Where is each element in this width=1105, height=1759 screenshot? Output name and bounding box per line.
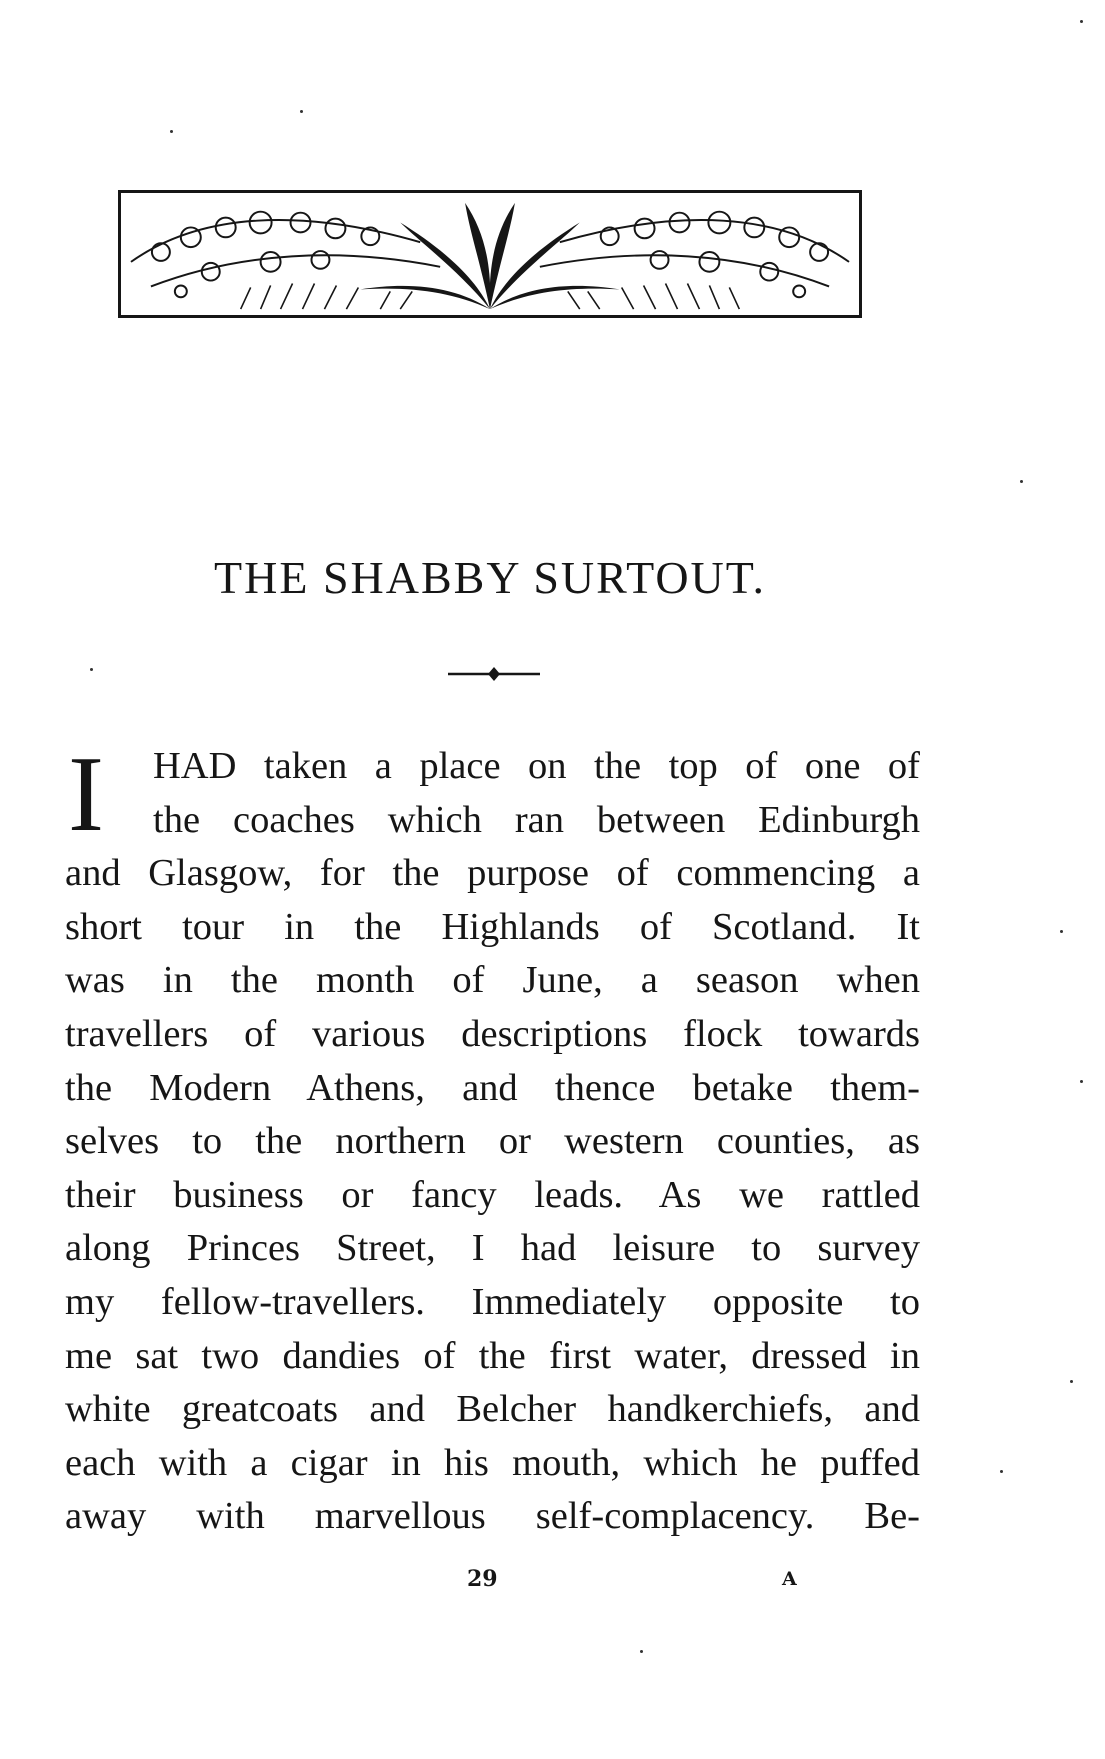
text-line: the coaches which ran between Edinburgh <box>153 798 920 841</box>
chapter-title: THE SHABBY SURTOUT. <box>214 552 766 603</box>
scan-speck <box>1000 1470 1003 1473</box>
scan-speck <box>1080 1080 1083 1083</box>
page-number: 29 <box>467 1566 498 1592</box>
text-line: the Modern Athens, and thence betake them- <box>65 1066 920 1109</box>
scan-speck <box>300 110 303 113</box>
drop-cap: I <box>68 735 104 854</box>
scan-speck <box>1080 20 1083 23</box>
text-line: was in the month of June, a season when <box>65 959 920 1002</box>
text-line: selves to the northern or western counties, as <box>65 1120 920 1163</box>
text-line: each with a cigar in his mouth, which he puffed <box>65 1441 920 1484</box>
scan-speck <box>1060 930 1063 933</box>
text-line: and Glasgow, for the purpose of commencing a <box>65 852 920 895</box>
scan-speck <box>1020 480 1023 483</box>
scan-speck <box>640 1650 643 1653</box>
text-line: white greatcoats and Belcher handkerchiefs, and <box>65 1388 920 1431</box>
signature-mark: A <box>782 1568 797 1590</box>
text-line: away with marvellous self-complacency. Be- <box>65 1495 920 1538</box>
text-line: HAD taken a place on the top of one of <box>153 745 920 787</box>
text-line: short tour in the Highlands of Scotland. It <box>65 905 920 948</box>
text-line: their business or fancy leads. As we rattled <box>65 1173 920 1216</box>
lily-of-the-valley-icon <box>121 193 859 315</box>
body-text <box>65 735 920 1544</box>
text-line: travellers of various descriptions flock towards <box>65 1012 920 1055</box>
text-line: along Princes Street, I had leisure to survey <box>65 1227 920 1270</box>
text-line: me sat two dandies of the first water, dressed in <box>65 1334 920 1377</box>
scan-speck <box>90 668 93 671</box>
diamond-rule-icon <box>448 664 540 684</box>
floral-headpiece-ornament <box>118 190 862 318</box>
scan-speck <box>170 130 173 133</box>
text-line: my fellow-travellers. Immediately opposite to <box>65 1280 920 1323</box>
scan-speck <box>1070 1380 1073 1383</box>
